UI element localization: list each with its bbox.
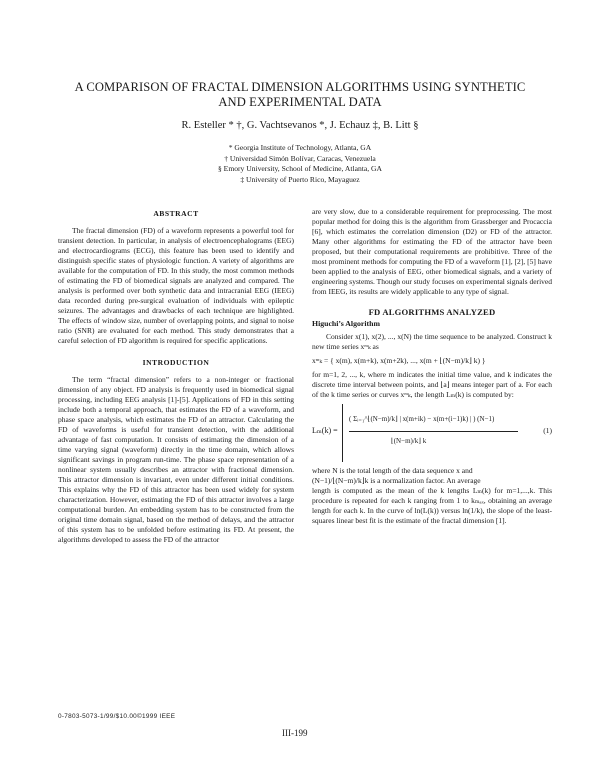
title-line-1: A COMPARISON OF FRACTAL DIMENSION ALGORITHMS USING SYNTHETIC <box>74 80 526 94</box>
equation-length <box>312 404 552 462</box>
introduction-continued: are very slow, due to a considerable requirement for preprocessing. The most popular method for doing this is the algorithm from Grassberger and Procaccia [6], which estimates the correlation dimension (D2) or FD of the attractor. Many other algorithms for estimating the FD of the attractor have been proposed, but their computational requirements are prohibitive. Three of the most prominent methods for computing the FD of a waveform [1], [2], [5] have been applied to the analysis of EEG, other biomedical signals, and a variety of engineering systems. Though our study focuses on experimental signals derived from IEEG, its results are widely applicable to any type of signal. <box>312 207 552 296</box>
equation-length-denominator: ⌊(N−m)/k⌋ k <box>391 437 427 445</box>
higuchi-text-2a: where N is the total length of the data sequence x and <box>312 466 473 475</box>
affiliation-2: † Universidad Simón Bolívar, Caracas, Venezuela <box>224 153 376 163</box>
higuchi-text-1: for m=1, 2, ..., k, where m indicates the initial time value, and k indicates the discrete time interval between points, and ⌊a⌋ means integer part of a. For each of the k time series or curves xᵐₖ, the length Lₘ(k) is computed by: <box>312 370 552 399</box>
abstract-text: The fractal dimension (FD) of a waveform represents a powerful tool for transient detection. In particular, in analysis of electroencephalograms (EEG) and electrocardiograms (ECG), this feature has been used to identify and distinguish specific states of physiologic function. A variety of algorithms are available for the computation of FD. In this study, the most common methods of estimating the FD of biomedical signals are analyzed and compared. The analysis is performed over both synthetic data and intracranial EEG (IEEG) data recorded during pre-surgical evaluation of individuals with epileptic seizures. The advantages and drawbacks of each technique are highlighted. The effects of window size, number of overlapping points, and signal to noise ratio (SNR) are evaluated for each method. This study demonstrates that a careful selection of FD algorithm is required for specific applications. <box>58 226 294 345</box>
page-number: III-199 <box>282 728 308 738</box>
higuchi-subheading: Higuchi’s Algorithm <box>312 319 380 328</box>
equation-length-lhs: Lₘ(k) = <box>312 426 338 435</box>
equation-length-fraction <box>342 404 528 462</box>
fd-algorithms-heading: FD ALGORITHMS ANALYZED <box>368 307 496 317</box>
equation-length-numerator: ( Σᵢ₌₁^⌊(N−m)/k⌋ | x(m+ik) − x(m+(i−1)k) | ) (N−1) <box>349 415 495 423</box>
fraction-bar <box>349 431 518 432</box>
affiliation-4: ‡ University of Puerto Rico, Mayaguez <box>240 174 360 184</box>
title-line-2: AND EXPERIMENTAL DATA <box>218 95 382 109</box>
higuchi-intro: Consider x(1), x(2), ..., x(N) the time sequence to be analyzed. Construct k new time series xᵐₖ as <box>312 332 552 351</box>
abstract-heading: ABSTRACT <box>153 209 199 218</box>
equation-number: (1) <box>543 426 552 435</box>
equation-time-series: xᵐₖ = { x(m), x(m+k), x(m+2k), ..., x(m + ⌊(N−m)/k⌋ k) } <box>312 356 486 365</box>
copyright-line: 0-7803-5073-1/99/$10.00©1999 IEEE <box>58 713 176 720</box>
paper-title <box>40 80 560 110</box>
introduction-heading: INTRODUCTION <box>142 358 210 367</box>
left-column <box>58 207 294 545</box>
higuchi-text-2c: length is computed as the mean of the k lengths Lₘ(k) for m=1,...,k. This procedure is repeated for each k ranging from 1 to kₘₐₓ, obtaining an average length for each k. In the curve of ln(L(k)) versus ln(1/k), the slope of the least-squares linear best fit is the estimate of the fractal dimension [1]. <box>312 486 552 525</box>
higuchi-text-2b: (N−1)/⌊(N−m)/k⌋k is a normalization factor. An average <box>312 476 481 485</box>
introduction-text: The term “fractal dimension” refers to a non-integer or fractional dimension of any object. FD analysis is frequently used in biomedical signal processing, including EEG analysis [1]-[5]. Applications of FD in this setting include both a temporal approach, that estimates the FD of a waveform, and phase space analysis, which estimates the FD of an attractor. Calculating the FD of waveforms is useful for transient detection, with the additional advantage of fast computation. It consists of estimating the dimension of a time varying signal (waveform) directly in the time domain, which allows significant savings in program run-time. The phase space representation of a nonlinear system usually describes an attractor with fractional dimension. This attractor dimension is invariant, even under different initial conditions. This explains why the FD of this attractor has been used widely for system characterization. However, estimating the FD of this attractor involves a large computational burden. An embedding system has to be constructed from the original time domain signal, based on the method of delays, and the attractor of this system has to be unfolded before estimating its FD. At present, the algorithms developed to assess the FD of the attractor <box>58 375 294 544</box>
author-list: R. Esteller * †, G. Vachtsevanos *, J. Echauz ‡, B. Litt § <box>181 120 419 131</box>
affiliation-3: § Emory University, School of Medicine, Atlanta, GA <box>217 164 382 174</box>
right-column <box>312 207 552 526</box>
affiliations <box>40 143 560 185</box>
affiliation-1: * Georgia Institute of Technology, Atlanta, GA <box>228 143 372 152</box>
